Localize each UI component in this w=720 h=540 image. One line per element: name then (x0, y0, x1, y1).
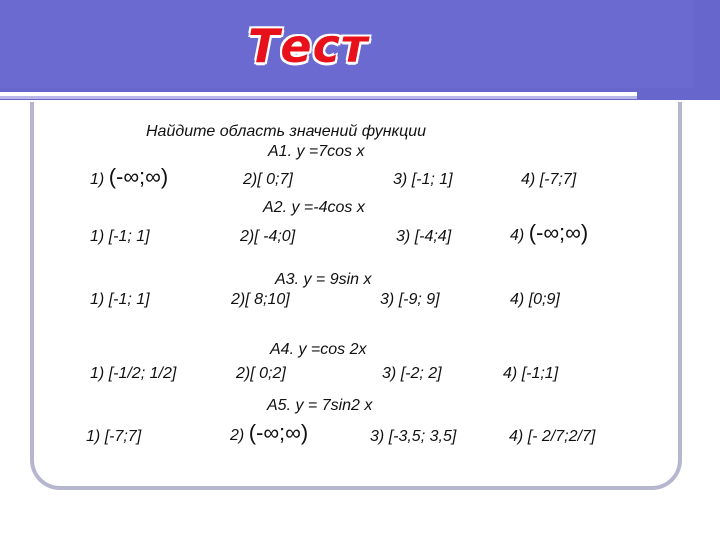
question-a5-heading (267, 396, 372, 416)
answer-option[interactable]: 3) [-4;4] (396, 228, 452, 245)
instruction-text: Найдите область значений функции (146, 123, 427, 140)
answer-option[interactable]: 2)[ -4;0] (240, 228, 296, 245)
question-function: у =-4cos x (291, 199, 365, 216)
answer-option[interactable]: 3) [-3,5; 3,5] (370, 428, 457, 445)
question-function: у =7cos x (296, 143, 365, 160)
answer-option[interactable]: 2)[ 0;7] (243, 171, 293, 188)
answer-option[interactable]: 2)[ 8;10] (231, 291, 290, 308)
question-function: у = 7sin2 x (295, 397, 373, 414)
header-divider-shadow (0, 96, 637, 99)
answer-option[interactable]: 1) [-1; 1] (90, 228, 150, 245)
question-function: у =cos 2x (298, 341, 367, 358)
question-label: A1. (268, 143, 293, 160)
slide-title: Тест (248, 19, 369, 73)
question-label: A3. (275, 271, 300, 288)
answer-option[interactable]: 1) [-7;7] (86, 428, 142, 445)
question-a1-heading (268, 142, 365, 162)
answer-option[interactable]: 4) [-7;7] (521, 171, 577, 188)
question-a2-heading (263, 198, 365, 218)
answer-option[interactable]: 4) [0;9] (510, 291, 560, 308)
answer-option[interactable]: 3) [-2; 2] (382, 365, 442, 382)
question-label: A4. (270, 341, 295, 358)
question-label: A5. (267, 397, 292, 414)
question-a4-heading (270, 340, 367, 360)
answer-option[interactable]: 2) (-∞;∞) (230, 420, 309, 445)
answer-option[interactable]: 1) (-∞;∞) (90, 164, 169, 189)
answer-option[interactable]: 4) [-1;1] (503, 365, 559, 382)
answer-option[interactable]: 2)[ 0;2] (236, 365, 286, 382)
answer-option[interactable]: 3) [-9; 9] (380, 291, 440, 308)
answer-option[interactable]: 1) [-1/2; 1/2] (90, 365, 177, 382)
question-a3-heading (275, 270, 372, 290)
question-function: у = 9sin x (303, 271, 372, 288)
question-label: A2. (263, 199, 288, 216)
answer-option[interactable]: 1) [-1; 1] (90, 291, 150, 308)
answer-option[interactable]: 4) (-∞;∞) (510, 220, 589, 245)
answer-option[interactable]: 4) [- 2/7;2/7] (509, 428, 596, 445)
answer-option[interactable]: 3) [-1; 1] (393, 171, 453, 188)
